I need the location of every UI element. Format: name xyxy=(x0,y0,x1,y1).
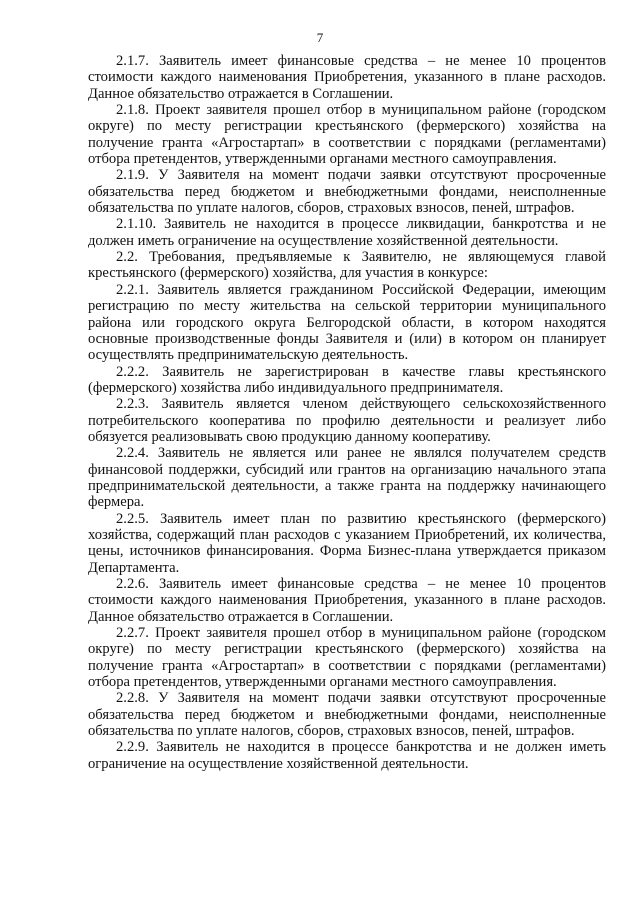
paragraph-2-1-9: 2.1.9. У Заявителя на момент подачи заявки отсутствуют просроченные обязательства перед бюджетом и внебюджетными фондами, неисполненные обязательства по уплате налогов, сборов, страховых взносов, пеней, штрафов. xyxy=(88,167,606,217)
paragraph-2-2-3: 2.2.3. Заявитель является членом действующего сельскохозяйственного потребительского кооператива по профилю деятельности и реализует либо обязуется реализовывать свою продукцию данному кооперативу. xyxy=(88,396,606,445)
page-number: 7 xyxy=(316,30,324,45)
paragraph-2-2-7: 2.2.7. Проект заявителя прошел отбор в муниципальном районе (городском округе) по месту регистрации крестьянского (фермерского) хозяйства на получение гранта «Агростартап» в соответствии с порядками (регламентами) отбора претендентов, утвержденными органами местного самоуправления. xyxy=(88,625,606,691)
paragraph-2-2-8: 2.2.8. У Заявителя на момент подачи заявки отсутствуют просроченные обязательства перед бюджетом и внебюджетными фондами, неисполненные обязательства по уплате налогов, сборов, страховых взносов, пеней, штрафов. xyxy=(88,690,606,740)
paragraph-2-2-2: 2.2.2. Заявитель не зарегистрирован в качестве главы крестьянского (фермерского) хозяйства либо индивидуального предпринимателя. xyxy=(88,363,606,396)
paragraph-2-2-1: 2.2.1. Заявитель является гражданином Российской Федерации, имеющим регистрацию по месту жительства на сельской территории муниципального района или городского округа Белгородской области, в котором находятся основные производственные фонды Заявителя и (или) в котором он планирует осуществлять предпринимательскую деятельность. xyxy=(88,281,606,364)
paragraph-2-1-7: 2.1.7. Заявитель имеет финансовые средства – не менее 10 процентов стоимости каждого наименования Приобретения, указанного в плане расходов. Данное обязательство отражается в Соглашении. xyxy=(88,53,606,102)
paragraph-2-1-8: 2.1.8. Проект заявителя прошел отбор в муниципальном районе (городском округе) по месту регистрации крестьянского (фермерского) хозяйства на получение гранта «Агростартап» в соответствии с порядками (регламентами) отбора претендентов, утвержденными органами местного самоуправления. xyxy=(88,102,606,168)
paragraph-2-1-10: 2.1.10. Заявитель не находится в процессе ликвидации, банкротства и не должен иметь ограничение на осуществление хозяйственной деятельности. xyxy=(88,216,606,249)
paragraph-2-2-5: 2.2.5. Заявитель имеет план по развитию крестьянского (фермерского) хозяйства, содержащий план расходов с указанием Приобретений, их количества, цены, источников финансирования. Форма Бизнес-плана утверждается приказом Департамента. xyxy=(88,510,606,576)
paragraph-2-2-9: 2.2.9. Заявитель не находится в процессе банкротства и не должен иметь ограничение на осуществление хозяйственной деятельности. xyxy=(88,739,606,772)
paragraph-2-2-6: 2.2.6. Заявитель имеет финансовые средства – не менее 10 процентов стоимости каждого наименования Приобретения, указанного в плане расходов. Данное обязательство отражается в Соглашении. xyxy=(88,576,606,625)
paragraph-2-2: 2.2. Требования, предъявляемые к Заявителю, не являющемуся главой крестьянского (фермерского) хозяйства, для участия в конкурсе: xyxy=(88,249,606,282)
document-body xyxy=(88,53,606,772)
paragraph-2-2-4: 2.2.4. Заявитель не является или ранее не являлся получателем средств финансовой поддержки, субсидий или грантов на организацию начального этапа предпринимательской деятельности, а также гранта на поддержку начинающего фермера. xyxy=(88,445,606,511)
